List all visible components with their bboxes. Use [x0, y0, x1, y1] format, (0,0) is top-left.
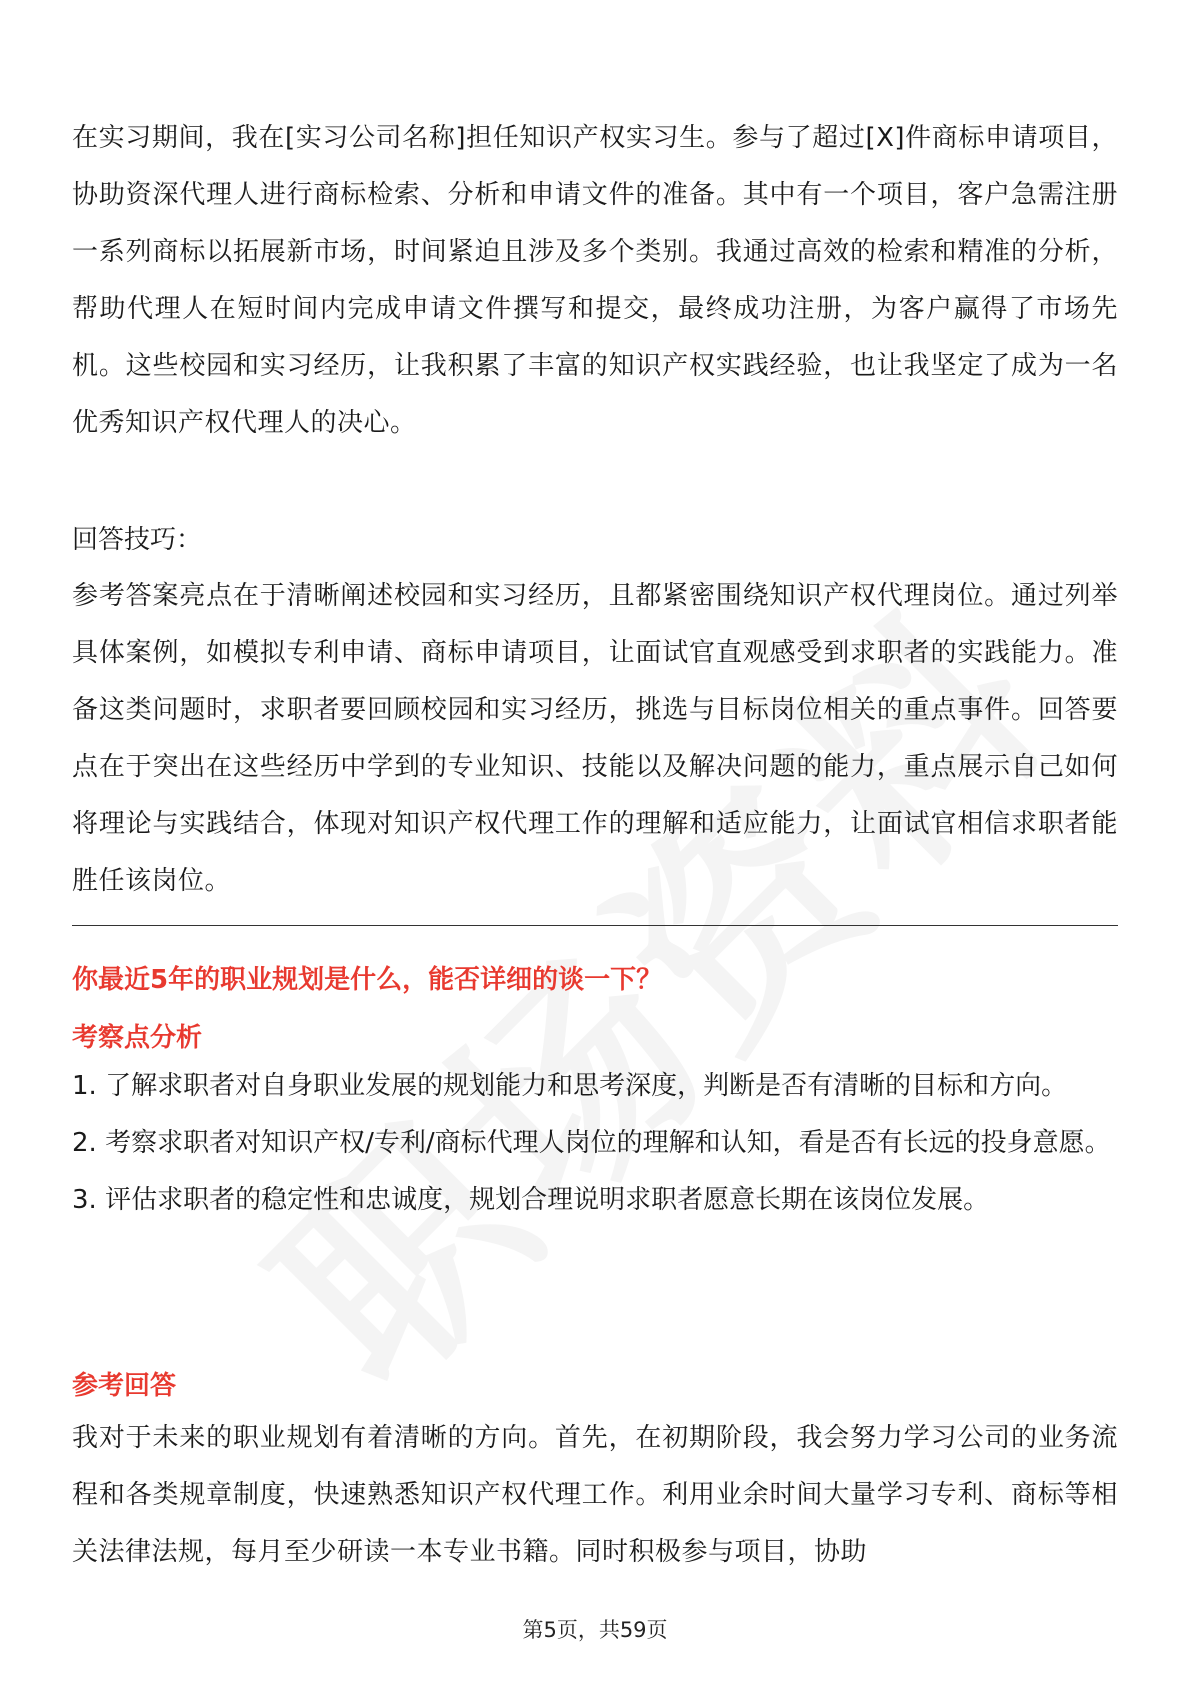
answer-heading: 参考回答: [72, 1371, 177, 1401]
answer-paragraph: 我对于未来的职业规划有着清晰的方向。首先，在初期阶段，我会努力学习公司的业务流程和各类规章制度，快速熟悉知识产权代理工作。利用业余时间大量学习专利、商标等相关法律法规，每月至少研读一本专业书籍。同时积极参与项目，协助: [72, 1423, 1118, 1567]
list-item: 2. 考察求职者对知识产权/专利/商标代理人岗位的理解和认知，看是否有长远的投身意愿。: [72, 1128, 1111, 1158]
internship-paragraph: 在实习期间，我在[实习公司名称]担任知识产权实习生。参与了超过[X]件商标申请项目，协助资深代理人进行商标检索、分析和申请文件的准备。其中有一个项目，客户急需注册一系列商标以拓展新市场，时间紧迫且涉及多个类别。我通过高效的检索和精准的分析，帮助代理人在短时间内完成申请文件撰写和提交，最终成功注册，为客户赢得了市场先机。这些校园和实习经历，让我积累了丰富的知识产权实践经验，也让我坚定了成为一名优秀知识产权代理人的决心。: [72, 123, 1118, 438]
list-item: 3. 评估求职者的稳定性和忠诚度，规划合理说明求职者愿意长期在该岗位发展。: [72, 1185, 990, 1215]
page-number: 第5页，共59页: [522, 1618, 668, 1642]
tips-heading: 回答技巧：: [72, 525, 203, 555]
analysis-points-list: [72, 1058, 1118, 1229]
tips-paragraph: 参考答案亮点在于清晰阐述校园和实习经历，且都紧密围绕知识产权代理岗位。通过列举具体案例，如模拟专利申请、商标申请项目，让面试官直观感受到求职者的实践能力。准备这类问题时，求职者要回顾校园和实习经历，挑选与目标岗位相关的重点事件。回答要点在于突出在这些经历中学到的专业知识、技能以及解决问题的能力，重点展示自己如何将理论与实践结合，体现对知识产权代理工作的理解和适应能力，让面试官相信求职者能胜任该岗位。: [72, 581, 1118, 896]
question-title: 你最近5年的职业规划是什么，能否详细的谈一下？: [72, 965, 663, 995]
analysis-heading: 考察点分析: [72, 1023, 203, 1053]
section-divider: [72, 925, 1118, 926]
document-page: [72, 0, 1118, 1684]
list-item: 1. 了解求职者对自身职业发展的规划能力和思考深度，判断是否有清晰的目标和方向。: [72, 1071, 1068, 1101]
